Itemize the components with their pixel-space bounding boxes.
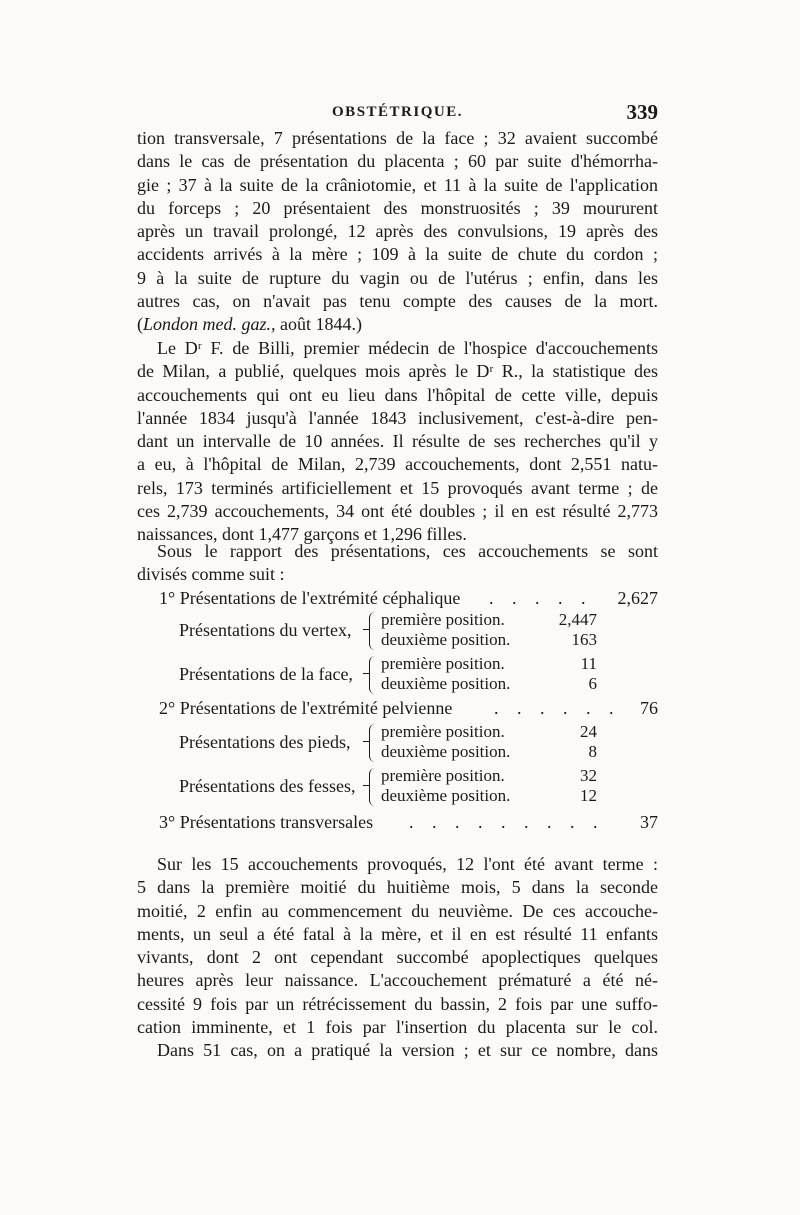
- text-line: accidents arrivés à la mère ; 109 à la suite de chute du cordon ;: [137, 244, 658, 265]
- row-value: 2,627: [617, 588, 658, 608]
- text-line: l'année 1834 jusqu'à l'année 1843 inclusivement, c'est-à-dire pen-: [137, 407, 658, 428]
- text-line: Dans 51 cas, on a pratiqué la version ; et sur ce nombre, dans: [157, 1040, 658, 1061]
- second-position-label: deuxième position.: [381, 630, 511, 649]
- first-position-label: première position.: [381, 610, 505, 629]
- first-position-value: 24: [580, 722, 597, 741]
- brace: [369, 656, 378, 694]
- text-line: a eu, à l'hôpital de Milan, 2,739 accouchements, dont 2,551 natu-: [137, 454, 658, 475]
- paragraph-3: [137, 540, 658, 587]
- leader-dots: . . . . . . . . .: [409, 812, 605, 832]
- text-line: heures après leur naissance. L'accouchement prématuré a été né-: [137, 970, 658, 991]
- group-face: [137, 654, 658, 696]
- paragraph-4: [137, 853, 658, 1063]
- row-pelvic: [137, 698, 658, 721]
- second-position-label: deuxième position.: [381, 674, 511, 693]
- first-position-value: 2,447: [558, 610, 597, 629]
- citation-date: août 1844.): [275, 314, 362, 335]
- text-line: tion transversale, 7 présentations de la face ; 32 avaient succombé: [137, 128, 658, 148]
- row-cephalic: [137, 588, 658, 611]
- page-header: [137, 100, 658, 126]
- citation-journal: London med. gaz.,: [143, 314, 276, 335]
- text-line: après un travail prolongé, 12 après des convulsions, 19 après des: [137, 221, 658, 242]
- text-line: vivants, dont 2 ont cependant succombé apoplectiques quelques: [137, 947, 658, 968]
- row-label: 2° Présentations de l'extrémité pelvienne: [159, 698, 453, 718]
- first-position-label: première position.: [381, 654, 505, 673]
- group-label: Présentations de la face,: [179, 664, 353, 684]
- row-label: 3° Présentations transversales: [159, 812, 374, 832]
- first-position-value: 32: [580, 766, 597, 785]
- row-transverse: [137, 812, 658, 835]
- second-position-value: 12: [580, 786, 597, 805]
- second-position-label: deuxième position.: [381, 786, 511, 805]
- row-label: 1° Présentations de l'extrémité céphalique: [159, 588, 461, 608]
- second-position-label: deuxième position.: [381, 742, 511, 761]
- first-position-label: première position.: [381, 722, 505, 741]
- running-title: OBSTÉTRIQUE.: [332, 104, 463, 120]
- text-line: accouchements qui ont eu lieu dans l'hôpital de cette ville, depuis: [137, 384, 658, 405]
- leader-dots: . . . . .: [489, 588, 593, 608]
- paragraph-1: [137, 127, 658, 337]
- first-position-value: 11: [580, 654, 597, 673]
- group-label: Présentations des fesses,: [179, 776, 356, 796]
- second-position-value: 8: [588, 742, 597, 761]
- text-line: moitié, 2 enfin au commencement du neuvième. De ces accouche-: [137, 900, 658, 921]
- group-vertex: [137, 610, 658, 652]
- second-position-value: 6: [588, 674, 597, 693]
- text-line: dans le cas de présentation du placenta ; 60 par suite d'hémorrha-: [137, 151, 658, 172]
- text-line: autres cas, on n'avait pas tenu compte des causes de la mort.: [137, 291, 658, 312]
- text-line: du forceps ; 20 présentaient des monstruosités ; 39 moururent: [137, 197, 658, 218]
- group-buttocks: [137, 766, 658, 808]
- text-line: 5 dans la première moitié du huitième mois, 5 dans la seconde: [137, 877, 658, 898]
- text-line: ces 2,739 accouchements, 34 ont été doubles ; il en est résulté 2,773: [137, 501, 658, 522]
- brace: [369, 768, 378, 806]
- text-line: de Milan, a publié, quelques mois après le Dʳ R., la statistique des: [137, 361, 658, 382]
- text-line: rels, 173 terminés artificiellement et 15 provoqués avant terme ; de: [137, 477, 658, 498]
- text-line: ments, un seul a été fatal à la mère, et il en est résulté 11 enfants: [137, 923, 658, 944]
- text-line: Sur les 15 accouchements provoqués, 12 l'ont été avant terme :: [157, 854, 658, 874]
- row-value: 76: [640, 698, 658, 718]
- first-position-label: première position.: [381, 766, 505, 785]
- text-line: Le Dʳ F. de Billi, premier médecin de l'hospice d'accouchements: [157, 338, 658, 358]
- row-value: 37: [640, 812, 658, 832]
- text-line: dant un intervalle de 10 années. Il résulte de ses recherches qu'il y: [137, 431, 658, 452]
- second-position-value: 163: [571, 630, 597, 649]
- leader-dots: . . . . . .: [494, 698, 621, 718]
- text-line: Sous le rapport des présentations, ces accouchements se sont: [157, 541, 658, 561]
- brace: [369, 612, 378, 650]
- group-label: Présentations des pieds,: [179, 732, 351, 752]
- source-citation: (London med. gaz., août 1844.): [137, 314, 362, 335]
- text-line: cessité 9 fois par un rétrécissement du bassin, 2 fois par une suffo-: [137, 993, 658, 1014]
- text-line: 9 à la suite de rupture du vagin ou de l'utérus ; enfin, dans les: [137, 267, 658, 288]
- text-line: naissances, dont 1,477 garçons et 1,296 filles.: [137, 524, 467, 545]
- text-line: gie ; 37 à la suite de la crâniotomie, et 11 à la suite de l'application: [137, 174, 658, 195]
- text-line: cation imminente, et 1 fois par l'insertion du placenta sur le col.: [137, 1017, 658, 1038]
- brace: [369, 724, 378, 762]
- group-label: Présentations du vertex,: [179, 620, 352, 640]
- text-line: divisés comme suit :: [137, 564, 285, 585]
- page-number: 339: [626, 100, 658, 124]
- paragraph-2: [137, 337, 658, 547]
- group-feet: [137, 722, 658, 764]
